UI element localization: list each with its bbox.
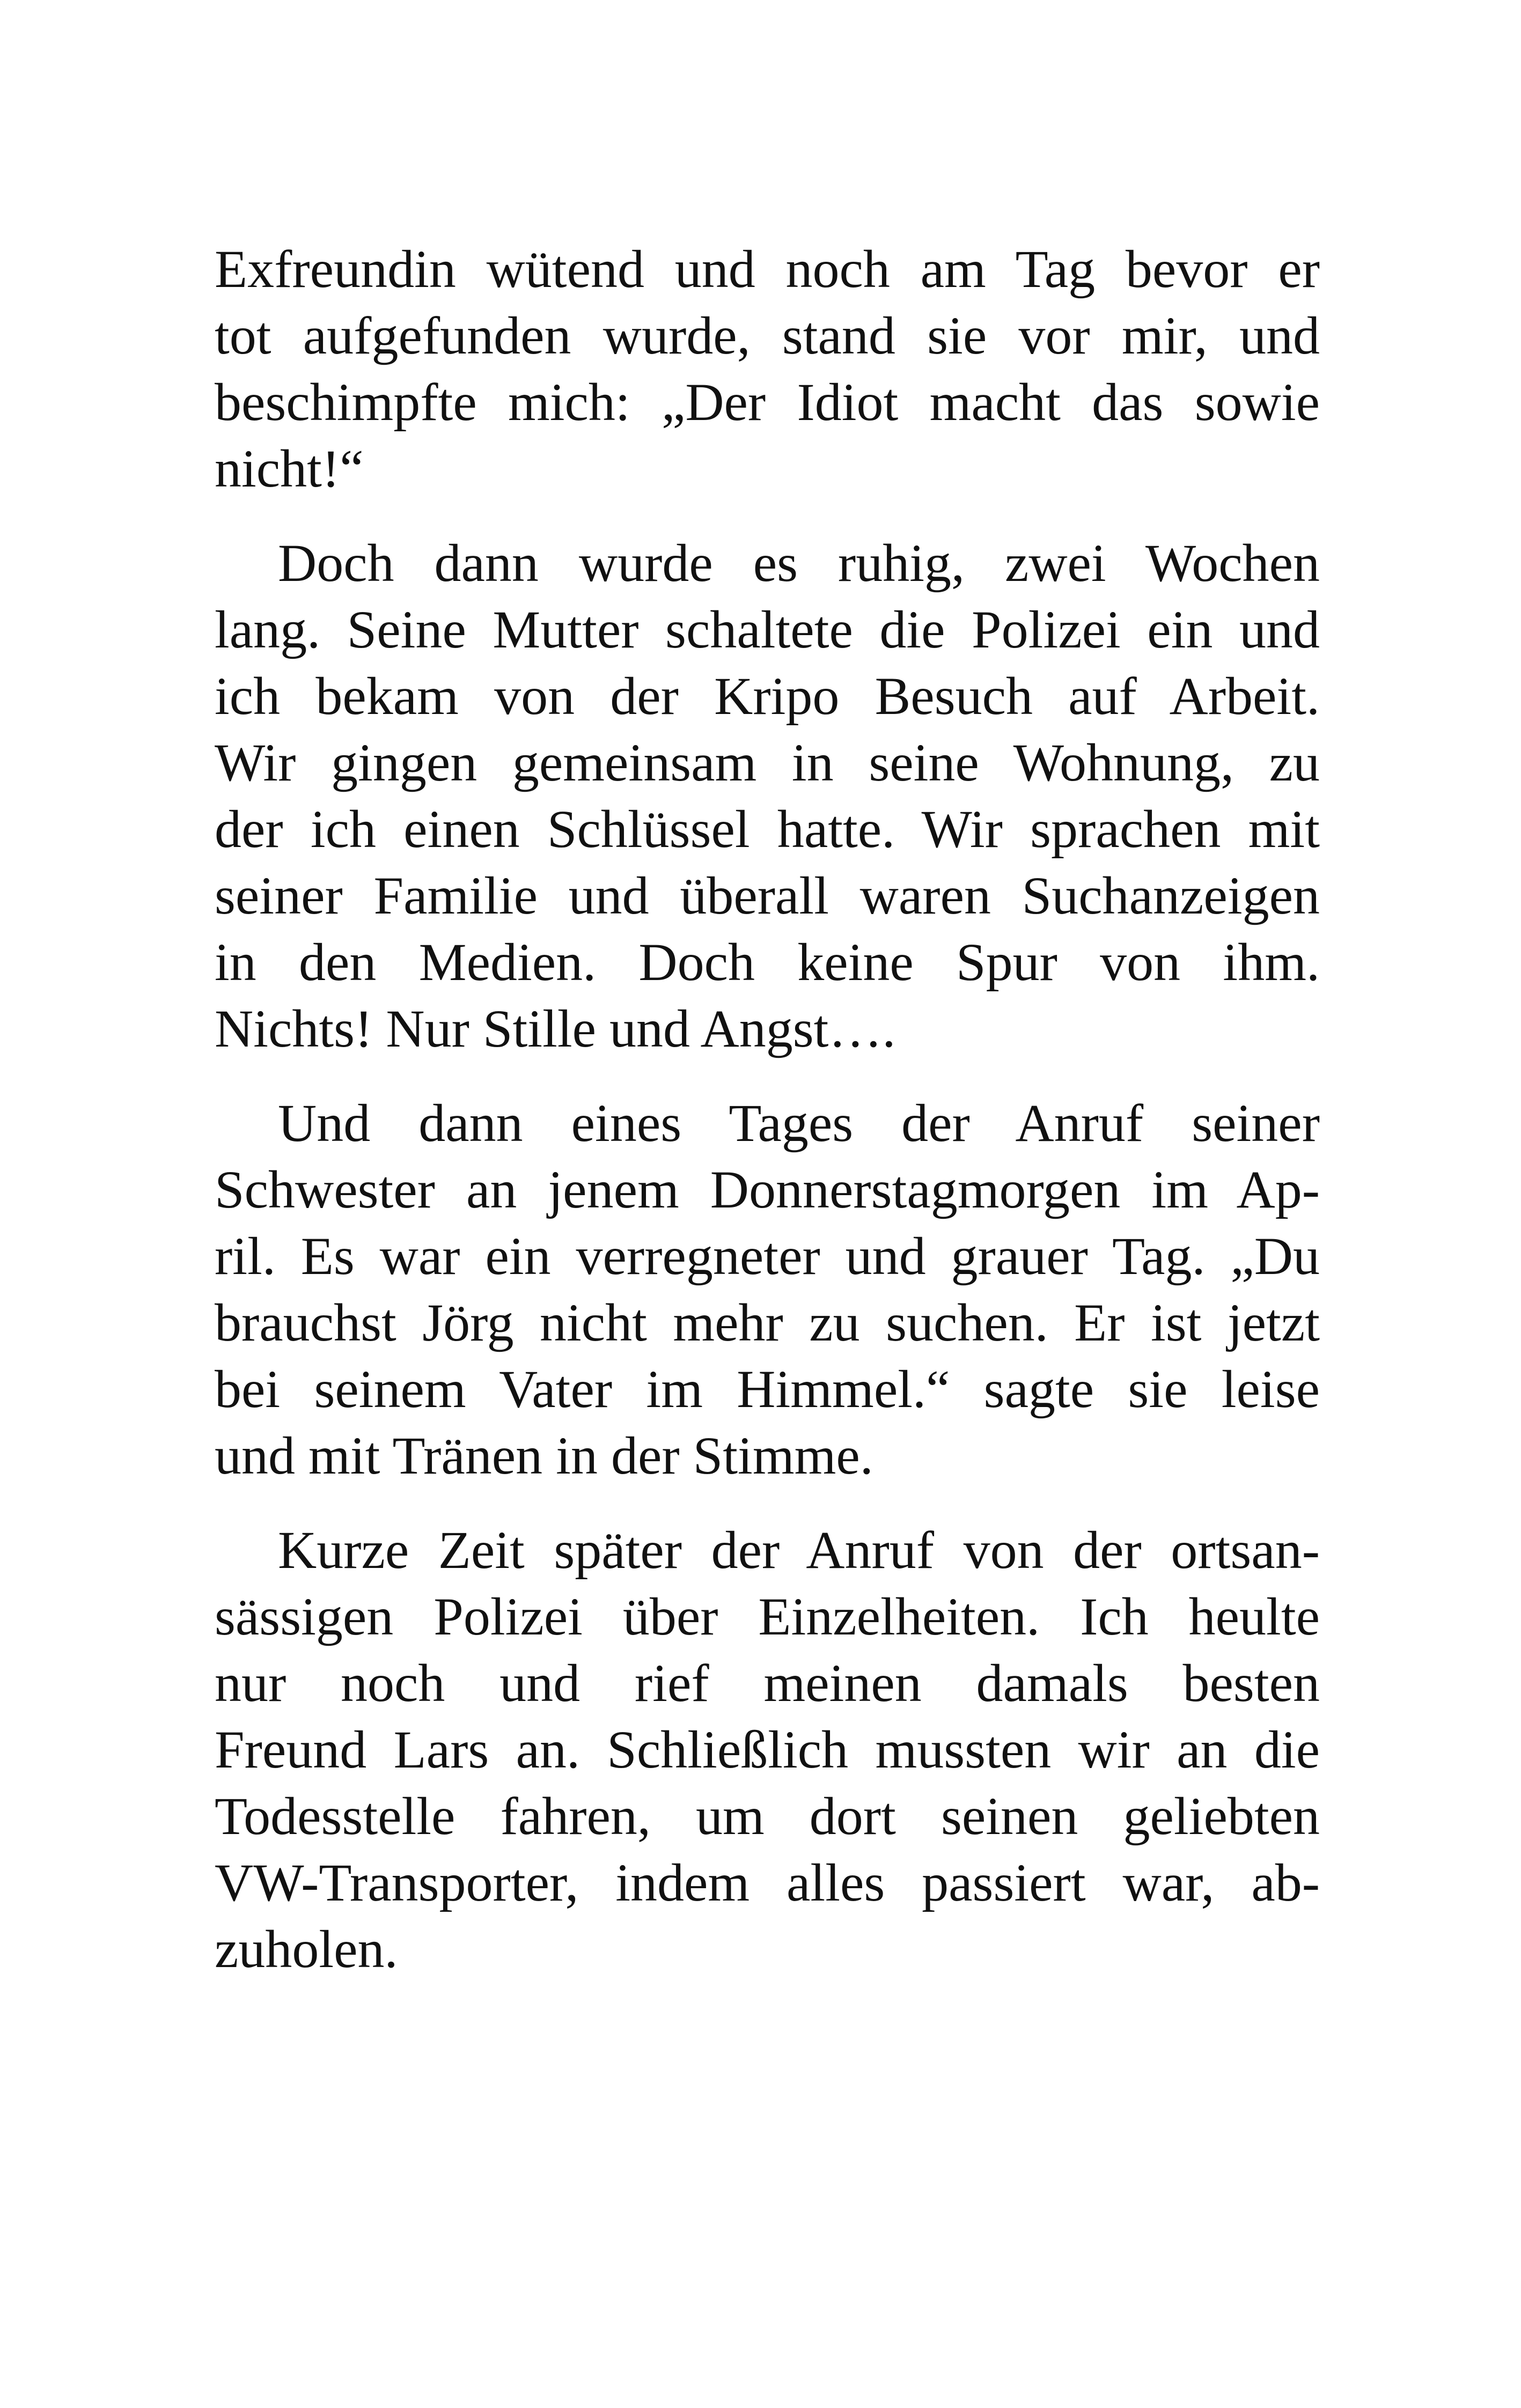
text-line: sässigen Polizei über Einzelheiten. Ich heulte — [215, 1587, 1320, 1646]
text-line: Freund Lars an. Schließlich mussten wir an die — [215, 1720, 1320, 1779]
text-line: und mit Tränen in der Stimme. — [215, 1426, 873, 1485]
text-line: bei seinem Vater im Himmel.“ sagte sie leise — [215, 1359, 1320, 1419]
text-line: Schwester an jenem Donnerstagmorgen im Ap- — [215, 1160, 1320, 1219]
text-line: lang. Seine Mutter schaltete die Polizei ein und — [215, 600, 1320, 659]
text-line: VW-Transporter, indem alles passiert war, ab- — [215, 1853, 1320, 1912]
text-line: der ich einen Schlüssel hatte. Wir sprachen mit — [215, 799, 1320, 859]
paragraph-4 — [215, 1517, 1320, 1983]
paragraph-1 — [215, 236, 1320, 502]
text-line: Todesstelle fahren, um dort seinen geliebten — [215, 1786, 1320, 1846]
paragraph-2 — [215, 530, 1320, 1062]
page-body-text — [215, 236, 1320, 2011]
text-line: nur noch und rief meinen damals besten — [215, 1653, 1320, 1713]
text-line: Kurze Zeit später der Anruf von der ortsan- — [278, 1520, 1320, 1580]
text-line: Und dann eines Tages der Anruf seiner — [278, 1093, 1320, 1153]
text-line: beschimpfte mich: „Der Idiot macht das sowie — [215, 372, 1320, 432]
text-line: Nichts! Nur Stille und Angst…. — [215, 999, 896, 1058]
text-line: Wir gingen gemeinsam in seine Wohnung, zu — [215, 733, 1320, 792]
text-line: ril. Es war ein verregneter und grauer Tag. „Du — [215, 1226, 1320, 1286]
text-line: tot aufgefunden wurde, stand sie vor mir, und — [215, 306, 1320, 365]
text-line: zuholen. — [215, 1919, 398, 1979]
text-line: brauchst Jörg nicht mehr zu suchen. Er ist jetzt — [215, 1293, 1320, 1352]
paragraph-3 — [215, 1090, 1320, 1489]
text-line: in den Medien. Doch keine Spur von ihm. — [215, 932, 1320, 992]
text-line: Exfreundin wütend und noch am Tag bevor er — [215, 239, 1320, 299]
text-line: nicht!“ — [215, 439, 364, 498]
text-line: ich bekam von der Kripo Besuch auf Arbeit. — [215, 666, 1320, 726]
text-line: seiner Familie und überall waren Suchanzeigen — [215, 866, 1320, 925]
text-line: Doch dann wurde es ruhig, zwei Wochen — [278, 533, 1320, 593]
